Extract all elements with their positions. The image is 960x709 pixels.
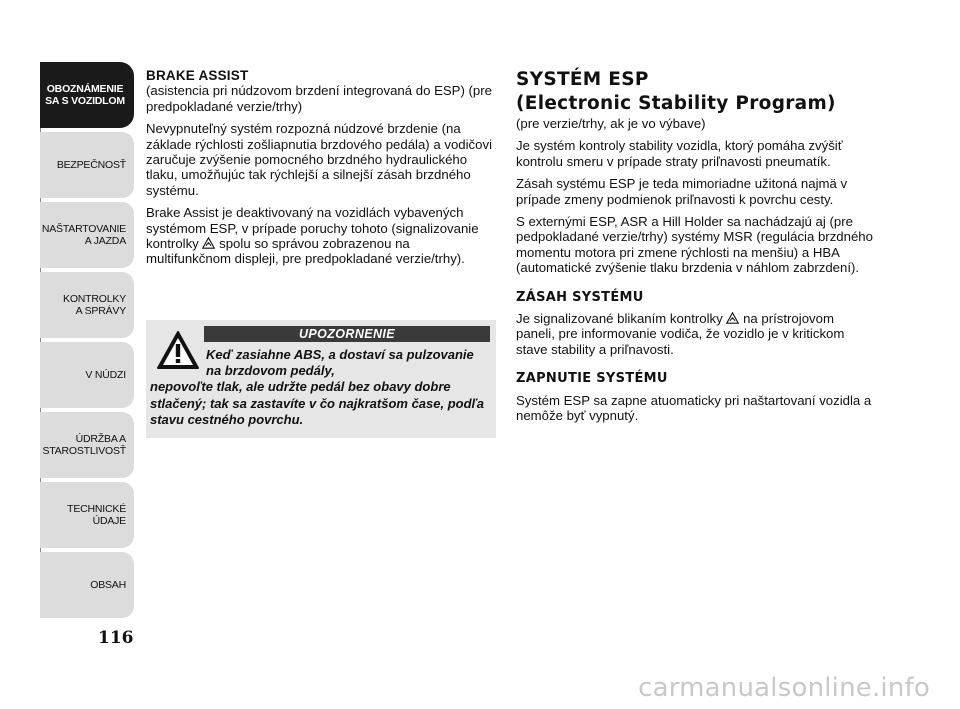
tab-label-line1: OBOZNÁMENIE [46, 83, 124, 95]
esp-title-full: (Electronic Stability Program) [516, 93, 836, 114]
tab-label-line2: ÚDAJE [92, 515, 126, 527]
esp-warning-light-icon [726, 312, 739, 324]
warning-text [150, 347, 488, 428]
tab-label-line1: BEZPEČNOSŤ [56, 159, 126, 171]
esp-section-intervention-text [516, 311, 876, 357]
esp-section [516, 68, 876, 431]
tab-label-line2: A JAZDA [84, 235, 126, 247]
warning-box [146, 320, 496, 438]
tab-obsah[interactable] [40, 552, 134, 618]
esp-paragraph-2: Zásah systému ESP je teda mimoriadne užitoná najmä v prípade zmeny podmienok priľnavosti k povrchu cesty. [516, 176, 848, 207]
brake-assist-section [146, 68, 496, 274]
brake-assist-paragraph-1: Nevypnuteľný systém rozpozná núdzové brzdenie (na základe rýchlosti zošliapnutia brzdového pedála) a vodičovi zaručuje zvýšenie pomocného brzdného hydraulického tlaku, umožňujúc tak rýchlejší a silnejší zásah brzdného systému. [146, 121, 493, 198]
esp-warning-light-icon [202, 237, 215, 249]
tab-label-line1: NAŠTARTOVANIE [41, 223, 126, 235]
tab-label-line1: KONTROLKY [63, 293, 126, 305]
tab-udrzba[interactable] [40, 412, 134, 478]
warning-text-first: Keď zasiahne ABS, a dostaví sa pulzovanie na brzdovom pedály, [206, 347, 474, 379]
tab-label-line2: STAROSTLIVOSŤ [42, 445, 126, 457]
esp-section-activation-text: Systém ESP sa zapne atuomaticky pri naštartovaní vozidla a nemôže byť vypnutý. [516, 392, 872, 424]
tab-label-line1: TECHNICKÉ [67, 503, 126, 515]
watermark: carmanualsonline.info [638, 673, 930, 703]
tab-technicke-udaje[interactable] [40, 482, 134, 548]
warning-title: UPOZORNENIE [204, 326, 490, 342]
intervention-text-b: na prístrojovom paneli, pre informovanie vodiča, že vozidlo je v kritickom stave stability a priľnavosti. [516, 311, 845, 357]
tab-label-line1: OBSAH [90, 579, 126, 591]
esp-section-activation-title: ZAPNUTIE SYSTÉMU [516, 371, 668, 387]
brake-assist-heading: BRAKE ASSIST [146, 68, 249, 83]
paragraph-2-part-a: Brake Assist je deaktivovaný na vozidlách vybavených systémom ESP, v prípade poruchy tohoto (signalizovanie kontrolky [146, 205, 479, 252]
tab-v-nudzi[interactable] [40, 342, 134, 408]
esp-section-intervention-title: ZÁSAH SYSTÉMU [516, 289, 644, 305]
page-number: 116 [98, 628, 134, 648]
intervention-text-a: Je signalizované blikaním kontrolky [516, 311, 723, 327]
paragraph-2-part-b: spolu so správou zobrazenou na multifunkčnom displeji, pre predpokladané verzie/trhy). [146, 236, 465, 267]
tab-label-line1: V NÚDZI [85, 369, 126, 381]
tab-nastartovanie[interactable] [40, 202, 134, 268]
esp-paragraph-3: S externými ESP, ASR a Hill Holder sa nachádzajú aj (pre pedpokladané verzie/trhy) systémy MSR (regulácia brzdného momentu motora pri zmene rýchlosti na menšiu) a HBA (automatické zvýšenie tlaku brzdenia v náhlom zabrzdení). [516, 214, 873, 276]
tab-kontrolky[interactable] [40, 272, 134, 338]
tab-label-line1: ÚDRŽBA A [75, 433, 126, 445]
warning-text-rest: nepovoľte tlak, ale udržte pedál bez obavy dobre stlačený; tak sa zastavíte v čo najkratšom čase, podľa stavu cestného povrchu. [150, 379, 484, 427]
esp-paragraph-1: Je systém kontroly stability vozidla, ktorý pomáha zvýšiť kontrolu smeru v prípade straty priľnavosti pneumatík. [516, 138, 843, 169]
brake-assist-paragraph-2 [146, 205, 496, 267]
tab-oboznamenie[interactable] [40, 62, 134, 128]
esp-subtitle: (pre verzie/trhy, ak je vo výbave) [516, 116, 706, 131]
tab-bezpecnost[interactable] [40, 132, 134, 198]
tab-label-line2: A SPRÁVY [75, 305, 126, 317]
tab-label-line2: SA S VOZIDLOM [45, 95, 125, 107]
brake-assist-subheading: (asistencia pri núdzovom brzdení integrovaná do ESP) (pre predpokladané verzie/trhy) [146, 83, 492, 114]
esp-title: SYSTÉM ESP [516, 69, 649, 90]
